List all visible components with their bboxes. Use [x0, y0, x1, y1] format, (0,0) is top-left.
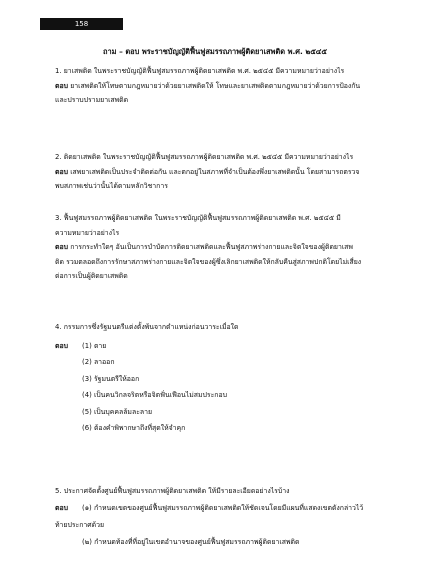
- answer-4-option-4: (4) เป็นคนวิกลจริตหรือจิตฟั่นเฟือนไม่สมประกอบ: [82, 391, 227, 399]
- question-block-1: [55, 64, 401, 108]
- question-3-line-1: 3. ฟื้นฟูสมรรถภาพผู้ติดยาเสพติด ในพระราชบัญญัติฟื้นฟูสมรรถภาพผู้ติดยาเสพติด พ.ศ. ๒๕๔๕ มี: [55, 214, 341, 222]
- question-5: 5. ประกาศจัดตั้งศูนย์ฟื้นฟูสมรรถภาพผู้ติดยาเสพติด ให้มีรายละเอียดอย่างไรบ้าง: [55, 487, 290, 495]
- answer-5-line-2: ท้ายประกาศด้วย: [55, 521, 105, 529]
- answer-label: ตอบ: [55, 81, 68, 90]
- question-2: 2. ติดยาเสพติด ในพระราชบัญญัติฟื้นฟูสมรรถภาพผู้ติดยาเสพติด พ.ศ. ๒๕๔๕ มีความหมายว่าอย่างไร: [55, 153, 354, 161]
- answer-3-line-3: ต่อการเป็นผู้ติดยาเสพติด: [55, 272, 128, 280]
- answer-2-line-1: [55, 165, 401, 180]
- page-number: 158: [74, 20, 89, 28]
- answer-label: ตอบ: [55, 167, 68, 176]
- question-1: 1. ยาเสพติด ในพระราชบัญญัติฟื้นฟูสมรรถภาพผู้ติดยาเสพติด พ.ศ. ๒๕๔๕ มีความหมายว่าอย่างไร: [55, 67, 345, 75]
- answer-label: ตอบ: [55, 504, 68, 512]
- question-block-5: [55, 483, 401, 551]
- answer-3-line-2: ติด รวมตลอดถึงการรักษาสภาพร่างกายและจิตใจของผู้ซึ่งเลิกยาเสพติดให้กลับคืนสู่สภาพปกติโดยไม่เสี่ยง: [55, 257, 362, 266]
- answer-3-line-1: [55, 240, 401, 255]
- answer-5-line-3: (๒) กำหนดท้องที่ที่อยู่ในเขตอำนาจของศูนย์ฟื้นฟูสมรรถภาพผู้ติดยาเสพติด: [82, 538, 300, 546]
- answer-5-line-1: [55, 500, 401, 517]
- answer-4-option-2: (2) ลาออก: [82, 358, 115, 366]
- answer-4-option-1: [55, 338, 401, 355]
- answer-2-line-2: พบสภาพเช่นว่านั้นได้ตามหลักวิชาการ: [55, 182, 168, 190]
- question-block-3: [55, 211, 401, 284]
- answer-4-option-3: (3) รัฐมนตรีให้ออก: [82, 374, 140, 383]
- question-4: 4. กรรมการซึ่งรัฐมนตรีแต่งตั้งพ้นจากตำแหน่งก่อนวาระเมื่อใด: [55, 323, 239, 331]
- answer-label: ตอบ: [55, 243, 68, 251]
- answer-4-option-6: (6) ต้องคำพิพากษาถึงที่สุดให้จำคุก: [82, 424, 186, 432]
- document-title: ถาม – ตอบ พระราชบัญญัติฟื้นฟูสมรรถภาพผู้ติดยาเสพติด พ.ศ. ๒๕๔๕: [103, 47, 327, 56]
- answer-1-line-2: และปราบปรามยาเสพติด: [55, 96, 129, 104]
- answer-text: เสพยาเสพติดเป็นประจำติดต่อกัน และตกอยู่ในสภาพที่จำเป็นต้องพึ่งยาเสพติดนั้น โดยสามารถตรวจ: [70, 167, 360, 176]
- answer-label: ตอบ: [55, 341, 68, 350]
- page-number-tab: [40, 18, 123, 30]
- answer-text: การกระทำใดๆ อันเป็นการบำบัดการติดยาเสพติดและฟื้นฟูสภาพร่างกายและจิตใจของผู้ติดยาเสพ: [70, 243, 353, 251]
- answer-1-line-1: [55, 79, 401, 94]
- option-text: (1) ตาย: [82, 341, 107, 350]
- question-3-line-2: ความหมายว่าอย่างไร: [55, 228, 120, 237]
- question-block-4: [55, 319, 401, 437]
- answer-4-option-5: (5) เป็นบุคคลล้มละลาย: [82, 407, 153, 416]
- question-block-2: [55, 150, 401, 194]
- answer-text: ยาเสพติดให้โทษตามกฎหมายว่าด้วยยาเสพติดให้ โทษและยาเสพติดตามกฎหมายว่าด้วยการป้องกัน: [70, 81, 361, 90]
- answer-text: (๑) กำหนดเขตของศูนย์ฟื้นฟูสมรรถภาพผู้ติดยาเสพติดให้ชัดเจนโดยมีแผนที่แสดงเขตดังกล่าวไว้: [82, 504, 364, 512]
